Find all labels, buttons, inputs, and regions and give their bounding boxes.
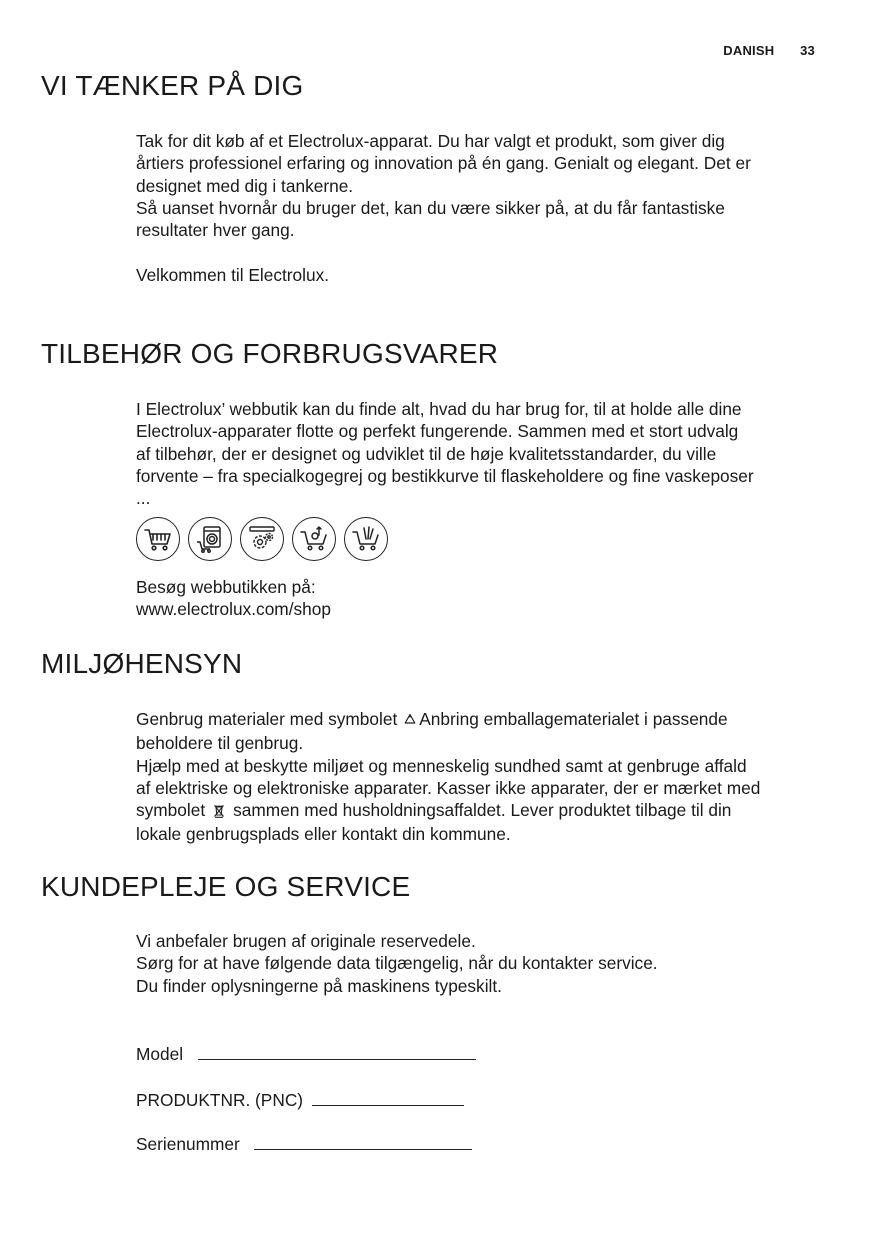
serial-field (136, 1133, 826, 1155)
intro-line: designet med dig i tankerne. (136, 175, 354, 196)
intro-text (136, 130, 826, 286)
pnc-field (136, 1089, 826, 1111)
intro-line: Tak for dit køb af et Electrolux-apparat. Du har valgt et produkt, som giver dig (136, 131, 725, 151)
accessories-text (136, 398, 826, 509)
environment-text (136, 708, 826, 846)
visit-label: Besøg webbutikken på: (136, 577, 316, 597)
crossed-bin-icon (213, 801, 225, 823)
service-line: Du finder oplysningerne på maskinens typeskilt. (136, 975, 502, 996)
accessories-line: ... (136, 488, 151, 509)
service-line: Vi anbefaler brugen af originale reservedele. (136, 931, 476, 951)
model-blank-line[interactable] (198, 1043, 476, 1060)
section-title-service: KUNDEPLEJE OG SERVICE (41, 871, 411, 902)
accessories-line: Electrolux-apparater flotte og perfekt fungerende. Sammen med et stort udvalg (136, 421, 739, 442)
serial-label: Serienummer (136, 1134, 240, 1154)
pnc-label: PRODUKTNR. (PNC) (136, 1090, 304, 1110)
page-header (723, 43, 815, 58)
environment-line (136, 799, 826, 823)
environment-line: beholdere til genbrug. (136, 733, 304, 754)
shopping-cart-icon (136, 517, 180, 561)
environment-text-part: sammen med husholdningsaffaldet. Lever produktet tilbage til din (233, 800, 732, 821)
environment-text-part: Genbrug materialer med symbolet (136, 709, 398, 729)
webshop-icon-row (136, 517, 388, 561)
section-title-environment: MILJØHENSYN (41, 648, 243, 679)
recycle-icon (403, 710, 417, 732)
cart-with-parts-icon (292, 517, 336, 561)
environment-line (136, 708, 826, 732)
intro-line: Så uanset hvornår du bruger det, kan du være sikker på, at du får fantastiske (136, 197, 725, 218)
section-title-intro: VI TÆNKER PÅ DIG (41, 70, 304, 101)
welcome-text: Velkommen til Electrolux. (136, 264, 330, 285)
webshop-visit (136, 576, 826, 621)
model-label: Model (136, 1044, 184, 1064)
section-title-accessories: TILBEHØR OG FORBRUGSVARER (41, 338, 499, 369)
environment-line: lokale genbrugsplads eller kontakt din kommune. (136, 824, 511, 845)
service-text (136, 930, 826, 997)
cart-with-tools-icon (344, 517, 388, 561)
washing-machine-cart-icon (188, 517, 232, 561)
environment-line: Hjælp med at beskytte miljøet og menneskelig sundhed samt at genbruge affald (136, 755, 747, 776)
environment-text-part: symbolet (136, 800, 206, 821)
webshop-url[interactable]: www.electrolux.com/shop (136, 599, 331, 620)
appliance-settings-icon (240, 517, 284, 561)
accessories-line: I Electrolux’ webbutik kan du finde alt, hvad du har brug for, til at holde alle dine (136, 399, 742, 419)
environment-text-part: Anbring emballagematerialet i passende (419, 709, 728, 729)
service-line: Sørg for at have følgende data tilgængelig, når du kontakter service. (136, 953, 658, 974)
intro-line: årtiers professionel erfaring og innovation på én gang. Genialt og elegant. Det er (136, 153, 751, 174)
serial-blank-line[interactable] (254, 1133, 472, 1150)
pnc-blank-line[interactable] (312, 1089, 464, 1106)
environment-line: af elektriske og elektroniske apparater. Kasser ikke apparater, der er mærket med (136, 777, 761, 798)
accessories-line: forvente – fra specialkogegrej og bestikkurve til flaskeholdere og fine vaskeposer (136, 465, 754, 486)
language-label: DANISH (723, 43, 775, 58)
accessories-line: af tilbehør, der er designet og udviklet til de høje kvalitetsstandarder, du ville (136, 443, 717, 464)
model-field (136, 1043, 826, 1065)
intro-line: resultater hver gang. (136, 220, 295, 241)
page-number: 33 (800, 43, 815, 58)
